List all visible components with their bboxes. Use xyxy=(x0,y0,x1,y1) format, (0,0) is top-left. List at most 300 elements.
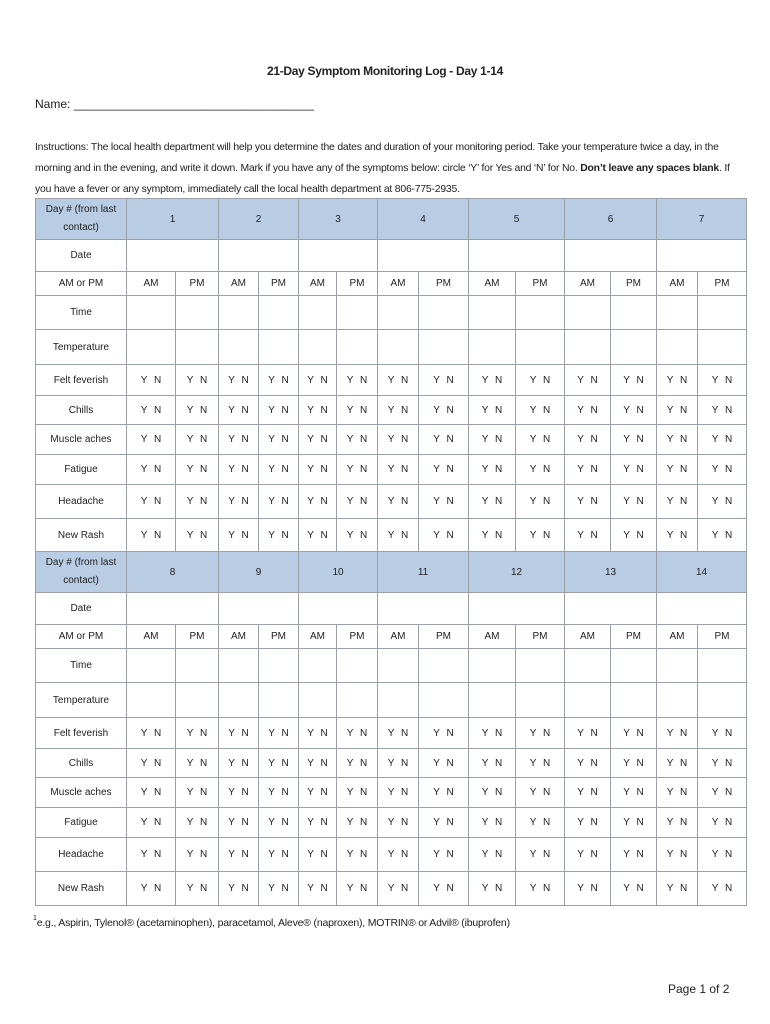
yes-no-option[interactable]: Y N xyxy=(346,464,368,475)
yes-no-option[interactable]: Y N xyxy=(433,464,454,475)
yes-no-cell[interactable] xyxy=(337,872,378,906)
yes-no-option[interactable]: Y N xyxy=(481,464,503,475)
time-input-cell[interactable] xyxy=(657,296,698,330)
yes-no-cell[interactable] xyxy=(516,749,565,778)
yes-no-option[interactable]: Y N xyxy=(186,757,208,769)
date-input-cell[interactable] xyxy=(299,593,378,625)
yes-no-option[interactable]: Y N xyxy=(387,404,409,416)
temperature-input-cell[interactable] xyxy=(611,330,657,365)
yes-no-option[interactable]: Y N xyxy=(577,496,598,507)
yes-no-option[interactable]: Y N xyxy=(140,496,162,507)
yes-no-cell[interactable] xyxy=(611,455,657,485)
yes-no-option[interactable]: Y N xyxy=(577,374,598,386)
yes-no-option[interactable]: Y N xyxy=(577,883,598,894)
time-input-cell[interactable] xyxy=(698,649,747,683)
yes-no-option[interactable]: Y N xyxy=(140,787,162,798)
yes-no-option[interactable]: Y N xyxy=(711,530,733,541)
yes-no-option[interactable]: Y N xyxy=(228,530,249,541)
temperature-input-cell[interactable] xyxy=(469,330,516,365)
yes-no-cell[interactable] xyxy=(469,396,516,425)
yes-no-cell[interactable] xyxy=(337,808,378,838)
time-input-cell[interactable] xyxy=(611,296,657,330)
yes-no-option[interactable]: Y N xyxy=(307,883,328,894)
yes-no-option[interactable]: Y N xyxy=(387,530,409,541)
yes-no-cell[interactable] xyxy=(259,396,299,425)
yes-no-option[interactable]: Y N xyxy=(529,434,551,445)
name-field[interactable] xyxy=(35,97,314,111)
yes-no-cell[interactable] xyxy=(259,425,299,455)
yes-no-option[interactable]: Y N xyxy=(481,434,503,445)
yes-no-cell[interactable] xyxy=(378,519,419,553)
yes-no-cell[interactable] xyxy=(378,365,419,396)
yes-no-cell[interactable] xyxy=(611,838,657,872)
yes-no-option[interactable]: Y N xyxy=(666,849,688,860)
yes-no-option[interactable]: Y N xyxy=(529,849,551,860)
yes-no-cell[interactable] xyxy=(299,838,337,872)
yes-no-option[interactable]: Y N xyxy=(387,464,409,475)
yes-no-option[interactable]: Y N xyxy=(433,757,454,769)
yes-no-cell[interactable] xyxy=(176,396,219,425)
yes-no-option[interactable]: Y N xyxy=(140,757,162,769)
yes-no-cell[interactable] xyxy=(176,455,219,485)
yes-no-option[interactable]: Y N xyxy=(307,434,328,445)
yes-no-cell[interactable] xyxy=(419,396,469,425)
yes-no-cell[interactable] xyxy=(378,425,419,455)
yes-no-option[interactable]: Y N xyxy=(186,849,208,860)
yes-no-option[interactable]: Y N xyxy=(186,464,208,475)
yes-no-cell[interactable] xyxy=(127,519,176,553)
yes-no-option[interactable]: Y N xyxy=(186,496,208,507)
yes-no-option[interactable]: Y N xyxy=(666,464,688,475)
yes-no-cell[interactable] xyxy=(657,872,698,906)
time-input-cell[interactable] xyxy=(176,649,219,683)
yes-no-option[interactable]: Y N xyxy=(433,817,454,828)
yes-no-cell[interactable] xyxy=(565,365,611,396)
yes-no-option[interactable]: Y N xyxy=(529,727,551,739)
time-input-cell[interactable] xyxy=(565,649,611,683)
yes-no-cell[interactable] xyxy=(516,808,565,838)
yes-no-cell[interactable] xyxy=(565,808,611,838)
date-input-cell[interactable] xyxy=(219,240,299,272)
yes-no-option[interactable]: Y N xyxy=(307,464,328,475)
yes-no-option[interactable]: Y N xyxy=(577,757,598,769)
yes-no-cell[interactable] xyxy=(565,872,611,906)
yes-no-cell[interactable] xyxy=(469,425,516,455)
yes-no-option[interactable]: Y N xyxy=(623,464,644,475)
yes-no-option[interactable]: Y N xyxy=(577,464,598,475)
yes-no-cell[interactable] xyxy=(565,519,611,553)
yes-no-cell[interactable] xyxy=(698,519,747,553)
temperature-input-cell[interactable] xyxy=(657,683,698,718)
yes-no-option[interactable]: Y N xyxy=(623,817,644,828)
yes-no-cell[interactable] xyxy=(698,425,747,455)
yes-no-cell[interactable] xyxy=(611,425,657,455)
yes-no-option[interactable]: Y N xyxy=(140,530,162,541)
yes-no-option[interactable]: Y N xyxy=(307,404,328,416)
yes-no-option[interactable]: Y N xyxy=(186,817,208,828)
temperature-input-cell[interactable] xyxy=(565,683,611,718)
yes-no-cell[interactable] xyxy=(469,872,516,906)
yes-no-cell[interactable] xyxy=(565,396,611,425)
yes-no-option[interactable]: Y N xyxy=(268,757,289,769)
yes-no-cell[interactable] xyxy=(176,838,219,872)
yes-no-cell[interactable] xyxy=(176,872,219,906)
date-input-cell[interactable] xyxy=(378,240,469,272)
date-input-cell[interactable] xyxy=(378,593,469,625)
yes-no-cell[interactable] xyxy=(698,455,747,485)
yes-no-cell[interactable] xyxy=(516,485,565,519)
yes-no-cell[interactable] xyxy=(378,455,419,485)
yes-no-option[interactable]: Y N xyxy=(623,496,644,507)
yes-no-option[interactable]: Y N xyxy=(307,374,328,386)
yes-no-cell[interactable] xyxy=(299,808,337,838)
yes-no-option[interactable]: Y N xyxy=(186,883,208,894)
yes-no-cell[interactable] xyxy=(698,485,747,519)
yes-no-cell[interactable] xyxy=(611,718,657,749)
yes-no-option[interactable]: Y N xyxy=(268,787,289,798)
yes-no-cell[interactable] xyxy=(337,365,378,396)
yes-no-cell[interactable] xyxy=(299,718,337,749)
yes-no-cell[interactable] xyxy=(337,749,378,778)
yes-no-option[interactable]: Y N xyxy=(140,727,162,739)
yes-no-cell[interactable] xyxy=(378,718,419,749)
yes-no-cell[interactable] xyxy=(469,365,516,396)
temperature-input-cell[interactable] xyxy=(657,330,698,365)
yes-no-option[interactable]: Y N xyxy=(346,374,368,386)
yes-no-cell[interactable] xyxy=(219,396,259,425)
temperature-input-cell[interactable] xyxy=(299,683,337,718)
temperature-input-cell[interactable] xyxy=(176,683,219,718)
yes-no-option[interactable]: Y N xyxy=(433,530,454,541)
yes-no-cell[interactable] xyxy=(337,778,378,808)
yes-no-option[interactable]: Y N xyxy=(666,434,688,445)
temperature-input-cell[interactable] xyxy=(337,330,378,365)
yes-no-cell[interactable] xyxy=(657,778,698,808)
yes-no-cell[interactable] xyxy=(611,485,657,519)
yes-no-option[interactable]: Y N xyxy=(346,849,368,860)
yes-no-option[interactable]: Y N xyxy=(623,787,644,798)
yes-no-option[interactable]: Y N xyxy=(307,496,328,507)
time-input-cell[interactable] xyxy=(419,649,469,683)
date-input-cell[interactable] xyxy=(657,240,747,272)
yes-no-cell[interactable] xyxy=(657,838,698,872)
time-input-cell[interactable] xyxy=(219,296,259,330)
temperature-input-cell[interactable] xyxy=(219,330,259,365)
date-input-cell[interactable] xyxy=(219,593,299,625)
yes-no-option[interactable]: Y N xyxy=(711,404,733,416)
time-input-cell[interactable] xyxy=(611,649,657,683)
yes-no-option[interactable]: Y N xyxy=(387,757,409,769)
temperature-input-cell[interactable] xyxy=(611,683,657,718)
yes-no-cell[interactable] xyxy=(698,365,747,396)
yes-no-option[interactable]: Y N xyxy=(666,374,688,386)
yes-no-option[interactable]: Y N xyxy=(140,849,162,860)
yes-no-option[interactable]: Y N xyxy=(577,434,598,445)
yes-no-cell[interactable] xyxy=(516,718,565,749)
yes-no-cell[interactable] xyxy=(219,485,259,519)
time-input-cell[interactable] xyxy=(219,649,259,683)
temperature-input-cell[interactable] xyxy=(565,330,611,365)
yes-no-cell[interactable] xyxy=(219,872,259,906)
yes-no-cell[interactable] xyxy=(419,485,469,519)
time-input-cell[interactable] xyxy=(259,296,299,330)
time-input-cell[interactable] xyxy=(127,296,176,330)
yes-no-cell[interactable] xyxy=(337,425,378,455)
yes-no-cell[interactable] xyxy=(219,778,259,808)
yes-no-option[interactable]: Y N xyxy=(228,496,249,507)
yes-no-option[interactable]: Y N xyxy=(711,849,733,860)
yes-no-cell[interactable] xyxy=(378,396,419,425)
yes-no-cell[interactable] xyxy=(378,872,419,906)
time-input-cell[interactable] xyxy=(299,296,337,330)
yes-no-option[interactable]: Y N xyxy=(307,817,328,828)
yes-no-option[interactable]: Y N xyxy=(387,787,409,798)
temperature-input-cell[interactable] xyxy=(219,683,259,718)
yes-no-cell[interactable] xyxy=(299,396,337,425)
yes-no-cell[interactable] xyxy=(299,749,337,778)
yes-no-option[interactable]: Y N xyxy=(228,757,249,769)
yes-no-cell[interactable] xyxy=(611,872,657,906)
temperature-input-cell[interactable] xyxy=(176,330,219,365)
yes-no-cell[interactable] xyxy=(219,365,259,396)
yes-no-cell[interactable] xyxy=(611,365,657,396)
temperature-input-cell[interactable] xyxy=(516,330,565,365)
yes-no-option[interactable]: Y N xyxy=(529,464,551,475)
yes-no-cell[interactable] xyxy=(219,838,259,872)
yes-no-cell[interactable] xyxy=(259,455,299,485)
yes-no-option[interactable]: Y N xyxy=(228,849,249,860)
temperature-input-cell[interactable] xyxy=(378,330,419,365)
yes-no-cell[interactable] xyxy=(698,838,747,872)
yes-no-cell[interactable] xyxy=(176,749,219,778)
yes-no-option[interactable]: Y N xyxy=(186,434,208,445)
yes-no-cell[interactable] xyxy=(516,519,565,553)
yes-no-option[interactable]: Y N xyxy=(186,404,208,416)
yes-no-cell[interactable] xyxy=(419,455,469,485)
time-input-cell[interactable] xyxy=(516,649,565,683)
yes-no-cell[interactable] xyxy=(419,778,469,808)
yes-no-option[interactable]: Y N xyxy=(481,757,503,769)
temperature-input-cell[interactable] xyxy=(469,683,516,718)
yes-no-option[interactable]: Y N xyxy=(140,464,162,475)
yes-no-option[interactable]: Y N xyxy=(307,757,328,769)
yes-no-option[interactable]: Y N xyxy=(307,787,328,798)
yes-no-option[interactable]: Y N xyxy=(186,374,208,386)
yes-no-cell[interactable] xyxy=(419,838,469,872)
yes-no-cell[interactable] xyxy=(176,485,219,519)
time-input-cell[interactable] xyxy=(419,296,469,330)
yes-no-option[interactable]: Y N xyxy=(346,883,368,894)
yes-no-option[interactable]: Y N xyxy=(387,374,409,386)
yes-no-option[interactable]: Y N xyxy=(387,727,409,739)
yes-no-option[interactable]: Y N xyxy=(529,757,551,769)
yes-no-cell[interactable] xyxy=(565,455,611,485)
date-input-cell[interactable] xyxy=(299,240,378,272)
yes-no-option[interactable]: Y N xyxy=(481,530,503,541)
yes-no-option[interactable]: Y N xyxy=(577,817,598,828)
yes-no-cell[interactable] xyxy=(657,519,698,553)
yes-no-cell[interactable] xyxy=(337,838,378,872)
time-input-cell[interactable] xyxy=(337,296,378,330)
yes-no-option[interactable]: Y N xyxy=(186,787,208,798)
time-input-cell[interactable] xyxy=(469,296,516,330)
yes-no-cell[interactable] xyxy=(176,519,219,553)
yes-no-option[interactable]: Y N xyxy=(387,817,409,828)
yes-no-option[interactable]: Y N xyxy=(228,727,249,739)
temperature-input-cell[interactable] xyxy=(337,683,378,718)
time-input-cell[interactable] xyxy=(657,649,698,683)
yes-no-cell[interactable] xyxy=(698,872,747,906)
yes-no-option[interactable]: Y N xyxy=(228,434,249,445)
yes-no-cell[interactable] xyxy=(337,519,378,553)
yes-no-option[interactable]: Y N xyxy=(623,883,644,894)
yes-no-cell[interactable] xyxy=(698,718,747,749)
yes-no-option[interactable]: Y N xyxy=(711,787,733,798)
yes-no-cell[interactable] xyxy=(657,425,698,455)
yes-no-cell[interactable] xyxy=(299,872,337,906)
yes-no-cell[interactable] xyxy=(219,749,259,778)
temperature-input-cell[interactable] xyxy=(698,330,747,365)
yes-no-cell[interactable] xyxy=(516,838,565,872)
yes-no-option[interactable]: Y N xyxy=(387,434,409,445)
yes-no-cell[interactable] xyxy=(698,778,747,808)
temperature-input-cell[interactable] xyxy=(378,683,419,718)
yes-no-option[interactable]: Y N xyxy=(711,496,733,507)
yes-no-option[interactable]: Y N xyxy=(387,849,409,860)
yes-no-option[interactable]: Y N xyxy=(577,787,598,798)
yes-no-option[interactable]: Y N xyxy=(433,496,454,507)
yes-no-option[interactable]: Y N xyxy=(307,530,328,541)
yes-no-option[interactable]: Y N xyxy=(711,817,733,828)
yes-no-option[interactable]: Y N xyxy=(529,817,551,828)
yes-no-cell[interactable] xyxy=(127,718,176,749)
yes-no-option[interactable]: Y N xyxy=(433,374,454,386)
yes-no-option[interactable]: Y N xyxy=(433,727,454,739)
yes-no-option[interactable]: Y N xyxy=(140,883,162,894)
yes-no-option[interactable]: Y N xyxy=(481,787,503,798)
yes-no-cell[interactable] xyxy=(469,485,516,519)
yes-no-cell[interactable] xyxy=(127,749,176,778)
yes-no-option[interactable]: Y N xyxy=(711,727,733,739)
date-input-cell[interactable] xyxy=(657,593,747,625)
yes-no-option[interactable]: Y N xyxy=(307,727,328,739)
yes-no-option[interactable]: Y N xyxy=(577,727,598,739)
yes-no-cell[interactable] xyxy=(378,485,419,519)
yes-no-option[interactable]: Y N xyxy=(529,496,551,507)
yes-no-cell[interactable] xyxy=(219,519,259,553)
date-input-cell[interactable] xyxy=(127,240,219,272)
yes-no-cell[interactable] xyxy=(565,718,611,749)
yes-no-cell[interactable] xyxy=(127,808,176,838)
yes-no-option[interactable]: Y N xyxy=(623,727,644,739)
yes-no-cell[interactable] xyxy=(337,485,378,519)
yes-no-option[interactable]: Y N xyxy=(268,374,289,386)
yes-no-cell[interactable] xyxy=(127,396,176,425)
yes-no-option[interactable]: Y N xyxy=(481,883,503,894)
yes-no-cell[interactable] xyxy=(259,365,299,396)
yes-no-option[interactable]: Y N xyxy=(228,787,249,798)
yes-no-cell[interactable] xyxy=(299,485,337,519)
yes-no-option[interactable]: Y N xyxy=(140,817,162,828)
yes-no-option[interactable]: Y N xyxy=(666,787,688,798)
yes-no-option[interactable]: Y N xyxy=(529,787,551,798)
yes-no-option[interactable]: Y N xyxy=(433,404,454,416)
yes-no-cell[interactable] xyxy=(419,519,469,553)
yes-no-option[interactable]: Y N xyxy=(346,757,368,769)
yes-no-option[interactable]: Y N xyxy=(666,757,688,769)
yes-no-option[interactable]: Y N xyxy=(666,817,688,828)
yes-no-option[interactable]: Y N xyxy=(346,404,368,416)
yes-no-cell[interactable] xyxy=(565,425,611,455)
yes-no-cell[interactable] xyxy=(219,455,259,485)
yes-no-option[interactable]: Y N xyxy=(346,434,368,445)
yes-no-option[interactable]: Y N xyxy=(433,883,454,894)
yes-no-cell[interactable] xyxy=(176,425,219,455)
yes-no-cell[interactable] xyxy=(516,396,565,425)
yes-no-option[interactable]: Y N xyxy=(268,727,289,739)
date-input-cell[interactable] xyxy=(565,240,657,272)
yes-no-cell[interactable] xyxy=(127,872,176,906)
yes-no-option[interactable]: Y N xyxy=(228,404,249,416)
yes-no-cell[interactable] xyxy=(657,396,698,425)
temperature-input-cell[interactable] xyxy=(698,683,747,718)
yes-no-cell[interactable] xyxy=(611,778,657,808)
yes-no-option[interactable]: Y N xyxy=(666,883,688,894)
time-input-cell[interactable] xyxy=(516,296,565,330)
yes-no-cell[interactable] xyxy=(469,455,516,485)
yes-no-option[interactable]: Y N xyxy=(268,883,289,894)
yes-no-option[interactable]: Y N xyxy=(666,404,688,416)
temperature-input-cell[interactable] xyxy=(419,330,469,365)
yes-no-cell[interactable] xyxy=(299,365,337,396)
yes-no-option[interactable]: Y N xyxy=(529,374,551,386)
yes-no-option[interactable]: Y N xyxy=(623,374,644,386)
yes-no-option[interactable]: Y N xyxy=(140,434,162,445)
yes-no-option[interactable]: Y N xyxy=(228,883,249,894)
yes-no-option[interactable]: Y N xyxy=(228,374,249,386)
yes-no-cell[interactable] xyxy=(219,425,259,455)
yes-no-cell[interactable] xyxy=(259,485,299,519)
yes-no-option[interactable]: Y N xyxy=(666,496,688,507)
yes-no-option[interactable]: Y N xyxy=(623,849,644,860)
yes-no-cell[interactable] xyxy=(127,455,176,485)
yes-no-cell[interactable] xyxy=(176,808,219,838)
yes-no-cell[interactable] xyxy=(516,778,565,808)
yes-no-cell[interactable] xyxy=(469,718,516,749)
yes-no-cell[interactable] xyxy=(419,808,469,838)
yes-no-option[interactable]: Y N xyxy=(307,849,328,860)
yes-no-cell[interactable] xyxy=(516,455,565,485)
yes-no-cell[interactable] xyxy=(127,838,176,872)
yes-no-cell[interactable] xyxy=(657,808,698,838)
yes-no-cell[interactable] xyxy=(176,718,219,749)
yes-no-cell[interactable] xyxy=(127,485,176,519)
yes-no-cell[interactable] xyxy=(611,519,657,553)
yes-no-cell[interactable] xyxy=(516,872,565,906)
yes-no-cell[interactable] xyxy=(337,396,378,425)
date-input-cell[interactable] xyxy=(565,593,657,625)
temperature-input-cell[interactable] xyxy=(259,330,299,365)
yes-no-option[interactable]: Y N xyxy=(228,464,249,475)
yes-no-cell[interactable] xyxy=(259,808,299,838)
yes-no-cell[interactable] xyxy=(469,519,516,553)
yes-no-option[interactable]: Y N xyxy=(481,817,503,828)
yes-no-cell[interactable] xyxy=(419,718,469,749)
yes-no-cell[interactable] xyxy=(565,485,611,519)
yes-no-option[interactable]: Y N xyxy=(433,434,454,445)
yes-no-option[interactable]: Y N xyxy=(711,883,733,894)
yes-no-cell[interactable] xyxy=(698,396,747,425)
